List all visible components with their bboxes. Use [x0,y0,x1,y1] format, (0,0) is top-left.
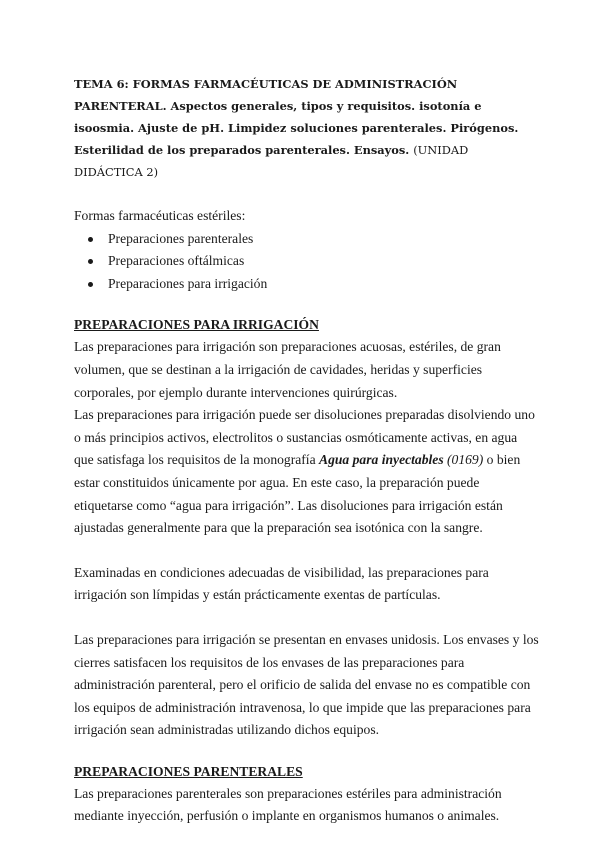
list-item-label: Preparaciones oftálmicas [108,253,245,269]
section-body-irrigacion [74,336,540,742]
section-heading-irrigacion: PREPARACIONES PARA IRRIGACIÓN [74,317,319,333]
document-page [74,73,540,828]
section-heading-parenterales: PREPARACIONES PARENTERALES [74,763,303,779]
text-run: o bien estar constituidos únicamente por agua. En este caso, la preparación puede etiquetarse como “agua para irrigación”. Las disoluciones para irrigación están ajustadas generalmente para que la preparación sea isotónica con la sangre. [74,452,521,536]
list-item [74,250,540,273]
section-body-parenterales [74,783,540,828]
title-main: TEMA 6: FORMAS FARMACÉUTICAS DE ADMINISTRACIÓN PARENTERAL. Aspectos generales, tipos y requisitos. isotonía e isoosmia. Ajuste de pH. Limpidez soluciones parenterales. Pirógenos. Esterilidad de los preparados parenterales. Ensayos. [74,77,519,157]
paragraph: Las preparaciones parenterales son preparaciones estériles para administración mediante inyección, perfusión o implante en organismos humanos o animales. [74,785,502,824]
list-item-label: Preparaciones parenterales [108,230,254,246]
paragraph: Las preparaciones para irrigación se presentan en envases unidosis. Los envases y los cierres satisfacen los requisitos de los envases de las preparaciones para administración parenteral, pero el orificio de salida del envase no es compatible con los equipos de administración intravenosa, lo que impide que las preparaciones para irrigación sean administradas utilizando dichos equipos. [74,631,539,738]
intro-label: Formas farmacéuticas estériles: [74,208,246,223]
list-item [74,273,540,296]
bullet-icon [88,282,93,287]
paragraph: Examinadas en condiciones adecuadas de visibilidad, las preparaciones para irrigación son límpidas y están prácticamente exentas de partículas. [74,564,489,603]
paragraph: Las preparaciones para irrigación son preparaciones acuosas, estériles, de gran volumen, que se destinan a la irrigación de cavidades, heridas y superficies corporales, por ejemplo durante intervenciones quirúrgicas. [74,339,501,400]
list-item-label: Preparaciones para irrigación [108,275,268,291]
title-unit: (UNIDAD DIDÁCTICA 2) [74,143,469,179]
document-title [74,73,540,183]
bullet-icon [88,237,93,242]
bullet-list [74,228,540,296]
paragraph [74,404,540,540]
monograph-title: Agua para inyectables [319,452,444,468]
bullet-icon [88,259,93,264]
text-run: Las preparaciones para irrigación puede ser disoluciones preparadas disolviendo uno o más principios activos, electrolitos o sustancias osmóticamente activas, en agua que satisfaga los requisitos de la monografía [74,407,535,468]
list-item [74,228,540,251]
monograph-code: (0169) [443,452,484,468]
